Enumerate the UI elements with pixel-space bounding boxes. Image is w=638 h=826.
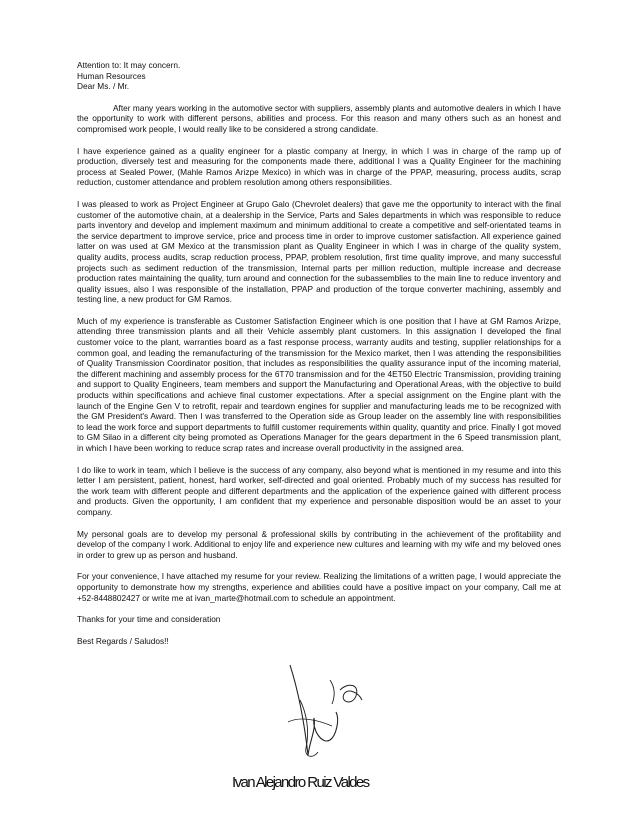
- salutation: Dear Ms. / Mr.: [77, 81, 130, 92]
- project-engineer-paragraph: I was pleased to work as Project Engineer at Grupo Galo (Chevrolet dealers) that gave me the opportunity to interact with the final customer of the automotive chain, at a dealership in the Service, Parts and Sales departments in which was responsible to reduce parts inventory and develop and implement maximum and minimum additional to create a competitive and self-orientated teams in the service department to improve service, price and process time in order to improve customer satisfaction. All experience gained latter on was used at GM Mexico at the transmission plant as Quality Engineer in which I was in charge of the quality system, quality audits, process audits, scrap reduction process, PPAP, problem resolution, first time quality improve, and many successful projects such as sediment reduction of the transmission, Internal parts per million reduction, multiple increase and decrease production rates maintaining the quality, turn around and connection for the subassemblies to the main line to reduce inventory and quality issues, also I was responsible of the installation, PPAP and production of the torque converter machining, assembly and testing line, a new product for GM Ramos.: [77, 198, 561, 305]
- quality-engineer-paragraph: I have experience gained as a quality engineer for a plastic company at Inergy, in which I was in charge of the ramp up of production, diversely test and measuring for the components made there, additional I was a Quality Engineer for the machining process at Sealed Power, (Mahle Ramos Arizpe Mexico) in which was in charge of the PPAP, measuring, process audits, scrap reduction, customer attendance and problem resolution among others responsibilities.: [77, 145, 561, 188]
- contact-paragraph: For your convenience, I have attached my resume for your review. Realizing the limitations of a written page, I would appreciate the opportunity to demonstrate how my strengths, experience and abilities could have a positive impact on your company, Call me at +52-8448802427 or write me at ivan_marte@hotmail.com to schedule an appointment.: [77, 571, 561, 603]
- cover-letter: [77, 60, 561, 657]
- letter-header: [77, 60, 561, 92]
- thanks-line: Thanks for your time and consideration: [77, 614, 221, 625]
- customer-satisfaction-paragraph: Much of my experience is transferable as Customer Satisfaction Engineer which is one position that I have at GM Ramos Arizpe, attending three transmission plants and all their Vehicle assembly plant customers. In this assignation I developed the final customer voice to the plant, warranties board as a fast response process, warranty audits and testing, supplier relationships for a common goal, and leading the remanufacturing of the transmission for the Mexico market, then I was attending the responsibilities of Quality Transmission Coordinator position, that includes as responsibilities the quality assurance input of the incoming material, the different machining and assembly process for the 6T70 transmission and for the 4ET50 Electric Transmission, providing training and support to Quality Engineers, team members and support the Manufacturing and Operational Areas, with the objective to build products within specifications and achieve final customer expectations. After a special assignment on the Engine plant with the launch of the Engine Gen V to retrofit, repair and teardown engines for supplier and manufacturing leads me to be recognized with the GM President's Award. Then I was transferred to the Operation side as Group leader on the assembly line with responsibilities to lead the work force and support departments to fulfill customer requirements within quality, quantity and price. Finally I got moved to GM Silao in a different city being promoted as Operations Manager for the gears department in the 6 Speed transmission plant, in which I have been working to reduce scrap rates and increase overall productivity in the assigned area.: [77, 315, 561, 453]
- attention-line: Attention to: It may concern.: [77, 60, 181, 70]
- teamwork-paragraph: I do like to work in team, which I believe is the success of any company, also beyond what is mentioned in my resume and into this letter I am persistent, patient, honest, hard worker, self-directed and goal oriented. Probably much of my success has resulted for the work team with different people and different departments and the application of the experience gained with different process and products. Given the opportunity, I am confident that my experience and personable disposition would be an asset to your company.: [77, 464, 561, 517]
- personal-goals-paragraph: My personal goals are to develop my personal & professional skills by contributing in the achievement of the profitability and develop of the company I work. Additional to enjoy life and experience new cultures and learning with my wife and my beloved ones in order to grew up as person and husband.: [77, 528, 561, 560]
- department-line: Human Resources: [77, 70, 146, 81]
- handwritten-signature: [270, 660, 400, 770]
- signer-name: Ivan Alejandro Ruiz Valdes: [232, 774, 369, 791]
- intro-paragraph: After many years working in the automotive sector with suppliers, assembly plants and automotive dealers in which I have the opportunity to work with different persons, abilities and process. For this reason and many others such as an honest and compromised work people, I would really like to be considered a strong candidate.: [77, 102, 561, 134]
- regards-line: Best Regards / Saludos!!: [77, 635, 169, 646]
